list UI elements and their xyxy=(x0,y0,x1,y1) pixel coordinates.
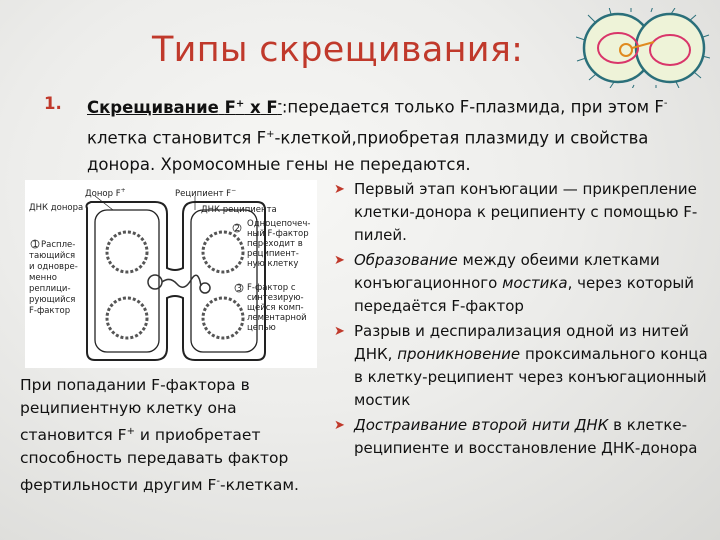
label-recipient: Реципиент F− xyxy=(175,187,237,199)
svg-text:цепью: цепью xyxy=(247,323,276,333)
main-paragraph: 1. Скрещивание F+ х F-:передается только F-плазмида, при этом F- клетка становится F+-клеткой,приобретая плазмиду и свойства донора. Хромосомные гены не передаются. xyxy=(44,90,684,178)
svg-text:щейся комп-: щейся комп- xyxy=(247,303,304,313)
svg-text:2: 2 xyxy=(234,224,240,234)
svg-text:синтезирую-: синтезирую- xyxy=(247,293,304,303)
arrow-bullet-icon: ➤ xyxy=(334,182,345,197)
svg-text:Одноцепочеч-: Одноцепочеч- xyxy=(247,219,311,229)
left-note: При попадании F-фактора в реципиентную клетку она становится F+ и приобретает способность передавать фактор фертильности другим F--клеткам. xyxy=(20,376,299,495)
svg-text:тающийся: тающийся xyxy=(29,251,76,261)
svg-text:Распле-: Распле- xyxy=(41,240,76,250)
arrow-bullet-icon: ➤ xyxy=(334,324,345,339)
list-item: ➤ Разрыв и деспирализация одной из нитей ДНК, проникновение проксимального конца в клетку-реципиент через конъюгационный мостик xyxy=(334,322,708,409)
svg-text:рующийся: рующийся xyxy=(29,295,76,305)
arrow-bullet-icon: ➤ xyxy=(334,418,345,433)
svg-text:F-фактор с: F-фактор с xyxy=(247,283,296,293)
svg-text:F-фактор: F-фактор xyxy=(29,306,71,316)
svg-text:ный F-фактор: ный F-фактор xyxy=(247,229,309,239)
bacteria-illustration xyxy=(576,8,710,88)
svg-text:реплици-: реплици- xyxy=(29,284,71,294)
svg-text:ную клетку: ную клетку xyxy=(247,259,299,269)
label-donor: Донор F+ xyxy=(85,187,126,199)
note-1 xyxy=(29,240,78,316)
svg-text:реципиент-: реципиент- xyxy=(247,249,299,259)
heading: Скрещивание F+ х F- xyxy=(87,97,282,117)
label-dna-donor: ДНК донора xyxy=(29,203,84,213)
note-2 xyxy=(233,219,310,269)
svg-text:менно: менно xyxy=(29,273,57,283)
list-item: ➤ Достраивание второй нити ДНК в клетке-реципиенте и восстановление ДНК-донора xyxy=(334,416,698,457)
label-dna-recipient: ДНК реципиента xyxy=(201,205,277,215)
list-number: 1. xyxy=(44,94,62,113)
svg-text:3: 3 xyxy=(236,284,242,294)
conjugation-diagram xyxy=(25,180,317,368)
svg-text:переходит в: переходит в xyxy=(247,239,303,249)
note-3 xyxy=(235,283,307,333)
bullet-list xyxy=(334,178,709,462)
svg-text:и одновре-: и одновре- xyxy=(29,262,78,272)
svg-text:1: 1 xyxy=(32,240,38,250)
list-item: ➤ Образование между обеими клетками конъюгационного мостика, через который передаётся F-фактор xyxy=(334,251,694,315)
slide-title: Типы скрещивания: xyxy=(152,30,524,70)
svg-text:лементарной: лементарной xyxy=(247,313,307,323)
arrow-bullet-icon: ➤ xyxy=(334,253,345,268)
list-item: ➤ Первый этап конъюгации — прикрепление клетки-донора к реципиенту с помощью F-пилей. xyxy=(334,180,698,244)
